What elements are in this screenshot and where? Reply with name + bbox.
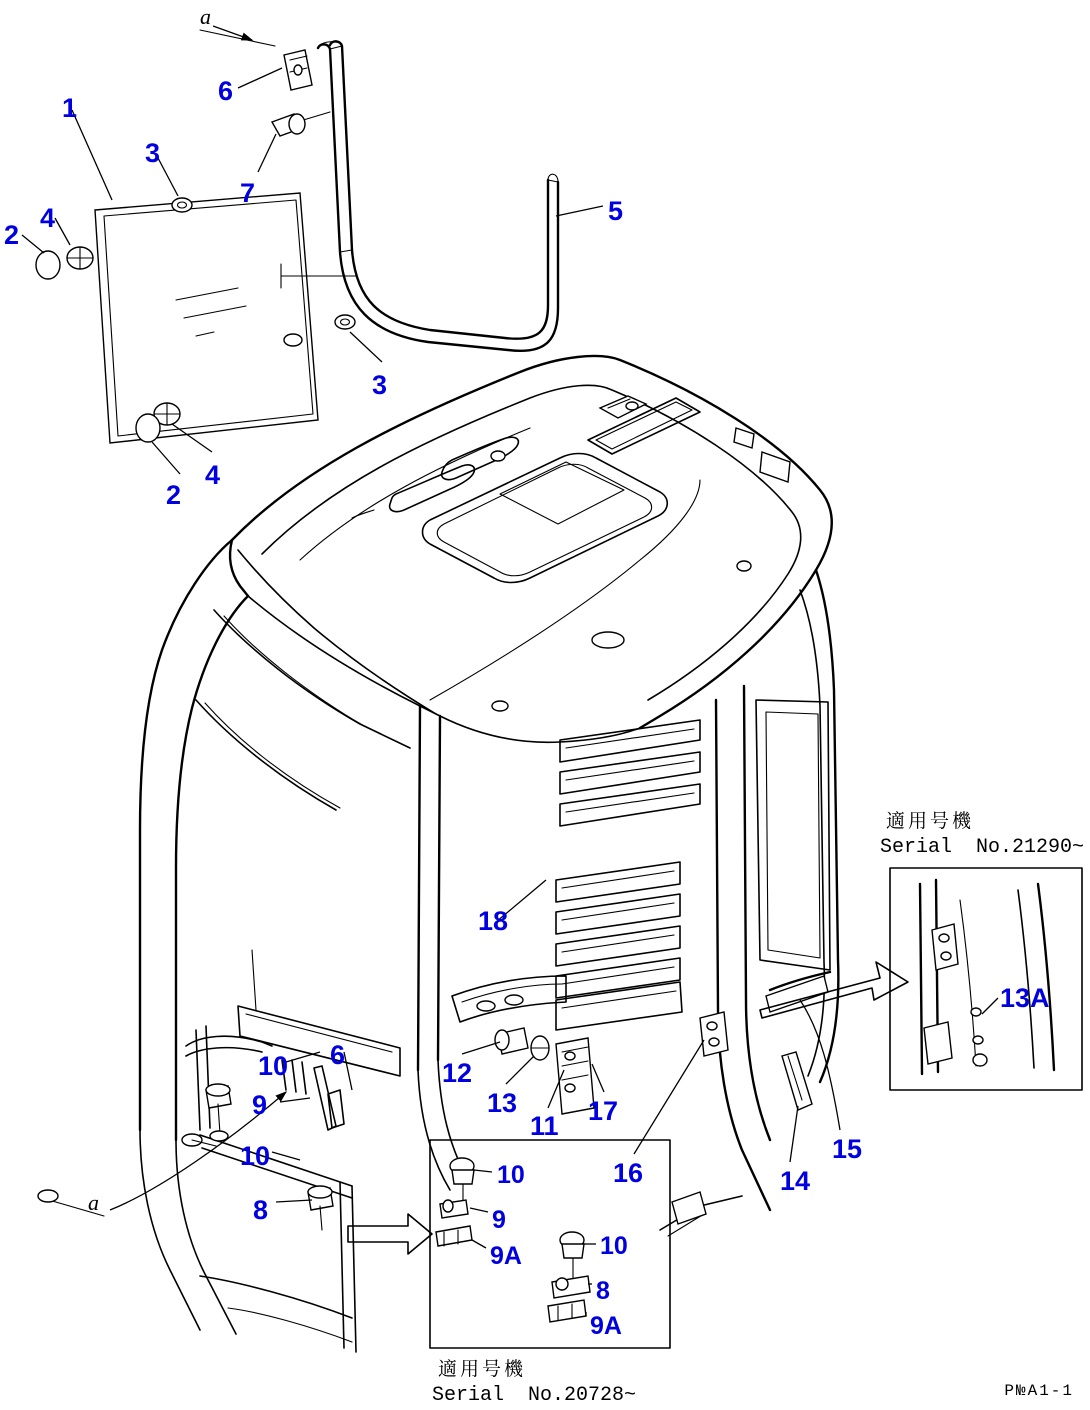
callout-9aa: 9A [490, 1242, 522, 1270]
callout-11: 11 [530, 1111, 559, 1141]
inset-right-note-cjk: 適用号機 [886, 810, 975, 832]
callout-10d: 10 [600, 1232, 628, 1260]
callout-4b: 4 [205, 460, 221, 490]
callout-5: 5 [608, 196, 624, 226]
callout-2b: 2 [166, 480, 182, 510]
callout-15: 15 [832, 1134, 863, 1164]
callout-9b: 9 [492, 1206, 506, 1234]
callout-8b: 8 [596, 1277, 610, 1305]
inset-right-note-serial: Serial No.21290~ [880, 836, 1085, 859]
callout-6a: 6 [218, 76, 234, 106]
inset-bottom-note-cjk: 適用号機 [438, 1358, 527, 1380]
callout-2a: 2 [4, 220, 20, 250]
callout-10a: 10 [258, 1051, 289, 1081]
section-letter-top: a [200, 4, 211, 29]
callout-6b: 6 [330, 1040, 346, 1070]
callout-10b: 10 [240, 1141, 271, 1171]
callout-3b: 3 [372, 370, 388, 400]
callout-18: 18 [478, 906, 509, 936]
footer-code: P№A1-1 [1004, 1382, 1074, 1400]
callout-14: 14 [780, 1166, 811, 1196]
callout-16: 16 [613, 1158, 644, 1188]
callout-9a: 9 [252, 1090, 268, 1120]
callout-13a: 13A [1000, 983, 1050, 1013]
inset-bottom-note-serial: Serial No.20728~ [432, 1384, 637, 1407]
callout-7: 7 [240, 178, 256, 208]
callout-17: 17 [588, 1096, 619, 1126]
section-letter-bottom: a [88, 1190, 99, 1215]
callout-8a: 8 [253, 1195, 269, 1225]
callout-3a: 3 [145, 138, 161, 168]
callout-4a: 4 [40, 203, 56, 233]
callout-1: 1 [62, 93, 78, 123]
callout-9ab: 9A [590, 1312, 622, 1340]
callout-10c: 10 [497, 1161, 525, 1189]
callout-13: 13 [487, 1088, 518, 1118]
callout-12: 12 [442, 1058, 473, 1088]
